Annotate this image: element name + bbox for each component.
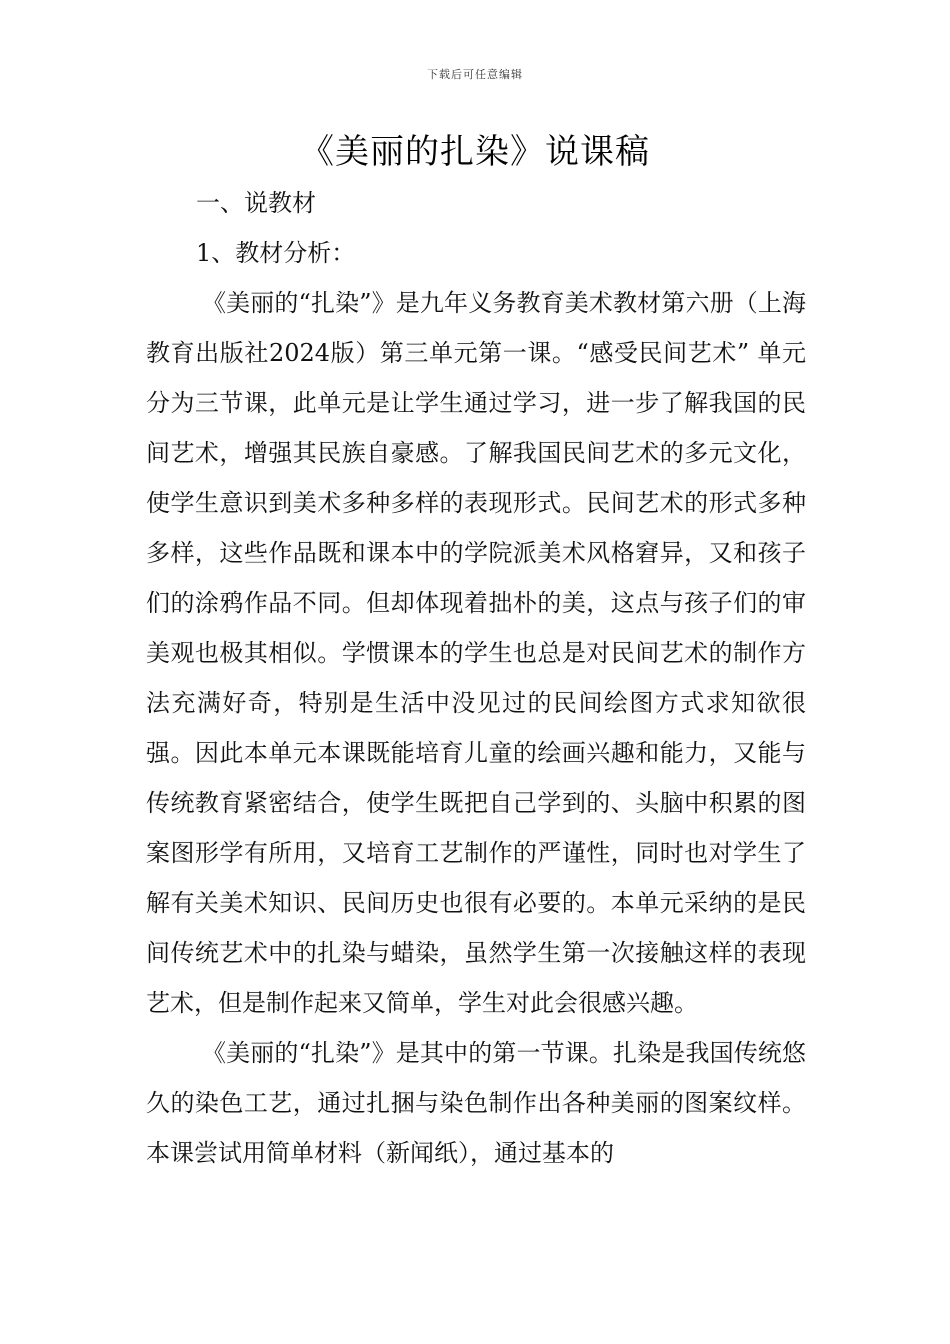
subsection-heading: 1、教材分析： (196, 239, 356, 267)
page-title: 《美丽的扎染》说课稿 (300, 132, 650, 172)
paragraph-textbook-analysis: 《美丽的“扎染”》是九年义务教育美术教材第六册（上海教育出版社2024版）第三单元第一课。“感受民间艺术” 单元分为三节课，此单元是让学生通过学习，进一步了解我国的民间艺术，增强其民族自豪感。了解我国民间艺术的多元文化，使学生意识到美术多种多样的表现形式。民间艺术的形式多种多样，这些作品既和课本中的学院派美术风格窘异，又和孩子们的涂鸦作品不同。但却体现着拙朴的美，这点与孩子们的审美观也极其相似。学惯课本的学生也总是对民间艺术的制作方法充满好奇，特别是生活中没见过的民间绘图方式求知欲很强。因此本单元本课既能培育儿童的绘画兴趣和能力，又能与传统教育紧密结合，使学生既把自己学到的、头脑中积累的图案图形学有所用，又培育工艺制作的严谨性，同时也对学生了解有关美术知识、民间历史也很有必要的。本单元采纳的是民间传统艺术中的扎染与蜡染，虽然学生第一次接触这样的表现艺术，但是制作起来又简单，学生对此会很感兴趣。 (146, 289, 806, 1017)
section-heading: 一、说教材 (196, 189, 316, 217)
header-note: 下载后可任意编辑 (427, 68, 523, 81)
paragraph-lesson-intro: 《美丽的“扎染”》是其中的第一节课。扎染是我国传统悠久的染色工艺，通过扎捆与染色制作出各种美丽的图案纹样。本课尝试用简单材料（新闻纸），通过基本的 (146, 1039, 806, 1167)
document-body (146, 178, 806, 1178)
